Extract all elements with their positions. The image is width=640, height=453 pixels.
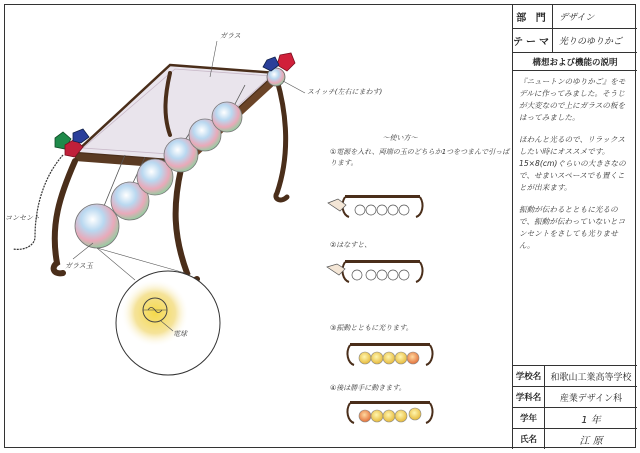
usage-sketch-4 [347, 401, 432, 423]
grade-row [513, 407, 637, 428]
glass-ball [212, 102, 242, 132]
student-info [513, 365, 637, 449]
usage-sketch-1 [328, 195, 423, 217]
jewel-red-icon [277, 53, 295, 71]
product-illustration [5, 5, 512, 449]
drawing-area [5, 5, 512, 449]
description-body [513, 71, 637, 267]
usage-title: 〜使い方〜 [382, 134, 418, 142]
usage-step-4: ④後は勝手に動きます。 [330, 384, 406, 392]
department-row [513, 5, 637, 29]
usage-sketch-3 [347, 343, 432, 365]
theme-row [513, 29, 637, 53]
school-row [513, 365, 637, 386]
usage-section [330, 133, 510, 143]
description-paragraph: 『ニュートンのゆりかご』をモデルに作ってみました。そうじが大変なので上にガラスの板をはってみました。 [519, 77, 626, 122]
title-block [512, 5, 637, 449]
name-value: 江 原 [579, 435, 603, 447]
theme-value: 光りのゆりかご [559, 37, 623, 47]
description-paragraph: ほわんと光るので、リラックスしたい時にオススメです。15×8(cm)ぐらいの大きさなので、せまいスペースでも置くことが出来ます。 [519, 135, 626, 192]
leg-front-left [54, 161, 75, 273]
leg-back-right [276, 80, 287, 200]
grade-label: 学年 [513, 408, 545, 428]
usage-step-3: ③振動とともに光ります。 [330, 324, 413, 332]
drawing-sheet [4, 4, 636, 448]
usage-sketch-2 [327, 260, 423, 282]
description-paragraph: 振動が伝わるとともに光るので、振動が伝わっていないとコンセントをさしても光りません。 [519, 205, 626, 250]
theme-label: テーマ [513, 29, 553, 52]
label-switch: スイッチ(左右にまわす) [307, 88, 383, 96]
name-label: 氏名 [513, 429, 545, 449]
leg-front-right [176, 169, 197, 281]
grade-value: 1 年 [581, 414, 601, 426]
course-label: 学科名 [513, 387, 545, 407]
course-row [513, 386, 637, 407]
glass-ball [75, 204, 119, 248]
department-label: 部 門 [513, 5, 553, 28]
course-value: 産業デザイン科 [559, 393, 623, 404]
description-title: 構想および機能の説明 [513, 53, 637, 71]
school-label: 学校名 [513, 366, 545, 386]
label-glass-ball: ガラス玉 [65, 262, 93, 270]
name-row [513, 428, 637, 449]
usage-step-1: ①電源を入れ、両端の玉のどちらか1つをつまんで引っぱります。 [330, 148, 510, 167]
label-bulb: 電球 [173, 330, 187, 338]
school-value: 和歌山工業高等学校 [550, 372, 632, 383]
label-outlet: コンセント [5, 214, 40, 222]
label-glass: ガラス [220, 32, 241, 40]
usage-step-2: ②はなすと、 [330, 241, 372, 249]
department-value: デザイン [559, 13, 595, 23]
